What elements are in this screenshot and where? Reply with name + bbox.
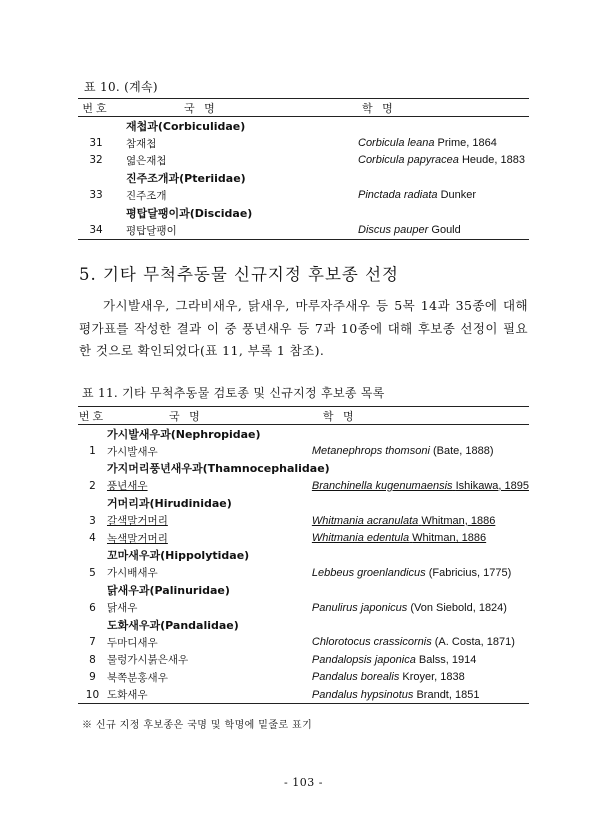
table11 [78, 406, 529, 704]
korean-name [107, 442, 233, 459]
korean-name [114, 221, 282, 239]
scientific-name [233, 668, 529, 685]
korean-name [107, 529, 233, 546]
family-name: 닭새우과(Palinuridae) [106, 584, 230, 598]
table11-header-row [78, 407, 529, 425]
scientific-name [233, 529, 529, 546]
korean-name-text: 닭새우 [106, 602, 138, 615]
korean-name-text: 진주조개 [126, 189, 167, 202]
species-row [78, 187, 529, 204]
scientific-name-text [358, 189, 476, 201]
korean-name [107, 564, 233, 581]
korean-name-text: 갈색말거머리 [106, 515, 168, 528]
table10 [78, 98, 529, 240]
scientific-name-text [358, 224, 461, 236]
genus-species: Metanephrops thomsoni [311, 445, 430, 458]
scientific-name [233, 634, 529, 651]
table10-header-korean: 국 명 [114, 99, 282, 117]
scientific-name-text [358, 154, 525, 166]
species-row [78, 529, 529, 546]
species-row [78, 442, 529, 459]
footnote: ※ 신규 지정 후보종은 국명 및 학명에 밑줄로 표기 [82, 720, 313, 731]
table11-header-num: 번호 [78, 407, 107, 425]
family-row [78, 582, 529, 599]
species-number: 9 [89, 671, 96, 684]
section-paragraph: 가시발새우, 그라비새우, 닭새우, 마루자주새우 등 5목 14과 35종에 대해 평가표를 작성한 결과 이 중 풍년새우 등 7과 10종에 대해 후보종 선정이 필요한 것으로 확인되었다(표 11, 부록 1 참조). [79, 298, 528, 358]
scientific-name [233, 686, 529, 704]
table10-header-row [78, 99, 529, 117]
family-row [78, 616, 529, 633]
korean-name [107, 599, 233, 616]
korean-name-text: 풍년새우 [106, 480, 148, 493]
author-citation: Ishikawa, 1895 [455, 479, 529, 492]
scientific-name [233, 477, 529, 494]
korean-name [114, 152, 282, 169]
species-row [78, 668, 529, 685]
scientific-name-text [312, 532, 486, 544]
author-citation: Whitman, 1886 [421, 514, 496, 527]
genus-species: Discus pauper [358, 224, 429, 237]
species-row [78, 134, 529, 151]
korean-name-text: 엷은재첩 [126, 154, 167, 167]
species-number: 2 [89, 479, 96, 492]
table10-header-scientific: 학 명 [282, 99, 529, 117]
species-number: 5 [89, 566, 96, 579]
species-row [78, 152, 529, 169]
species-number: 4 [89, 532, 96, 545]
species-number: 31 [89, 137, 103, 150]
family-row [78, 117, 529, 135]
author-citation: Brandt, 1851 [416, 688, 480, 701]
species-number: 8 [89, 653, 96, 666]
family-row [78, 495, 529, 512]
species-row [78, 564, 529, 581]
genus-species: Whitmania acranulata [311, 514, 419, 527]
family-name: 가시발새우과(Nephropidae) [106, 427, 261, 441]
family-name: 꼬마새우과(Hippolytidae) [106, 549, 250, 563]
family-row [78, 169, 529, 186]
scientific-name-text [312, 689, 480, 701]
scientific-name-text [312, 636, 515, 648]
species-number: 10 [78, 686, 107, 704]
table11-body [78, 425, 529, 704]
scientific-name [282, 221, 529, 239]
genus-species: Pandalopsis japonica [311, 653, 416, 666]
author-citation: Kroyer, 1838 [402, 671, 465, 684]
author-citation: (A. Costa, 1871) [434, 636, 515, 649]
korean-name [107, 477, 233, 494]
author-citation: (Von Siebold, 1824) [410, 601, 507, 614]
species-number: 3 [89, 514, 96, 527]
table11-header-scientific: 학 명 [233, 407, 529, 425]
genus-species: Chlorotocus crassicornis [311, 636, 432, 649]
scientific-name-text [312, 480, 529, 492]
author-citation: Heude, 1883 [461, 154, 525, 167]
family-row [78, 547, 529, 564]
species-number: 7 [89, 636, 96, 649]
species-number: 32 [89, 154, 103, 167]
korean-name-text: 녹색말거머리 [106, 532, 168, 545]
author-citation: Prime, 1864 [437, 137, 497, 150]
species-row [78, 477, 529, 494]
genus-species: Pandalus borealis [311, 671, 400, 684]
genus-species: Corbicula papyracea [358, 154, 459, 167]
family-row [78, 204, 529, 221]
table11-caption: 표 11. 기타 무척추동물 검토종 및 신규지정 후보종 목록 [82, 386, 385, 400]
genus-species: Corbicula leana [358, 137, 435, 150]
table10-caption: 표 10. (계속) [84, 80, 158, 94]
author-citation: Gould [431, 224, 461, 237]
author-citation: Dunker [440, 189, 477, 202]
korean-name-text: 물렁가시붉은새우 [106, 654, 189, 667]
korean-name-text: 가시배새우 [106, 567, 158, 580]
section-title: 5. 기타 무척추동물 신규지정 후보종 선정 [79, 265, 399, 284]
table10-body [78, 117, 529, 240]
scientific-name [233, 512, 529, 529]
korean-name-text: 두마디새우 [106, 636, 158, 649]
korean-name [107, 668, 233, 685]
family-name: 재첩과(Corbiculidae) [126, 119, 246, 133]
scientific-name-text [312, 445, 494, 457]
species-number: 6 [89, 601, 96, 614]
scientific-name [282, 187, 529, 204]
scientific-name-text [312, 515, 495, 527]
species-number: 33 [89, 189, 103, 202]
genus-species: Lebbeus groenlandicus [311, 566, 426, 579]
author-citation: (Fabricius, 1775) [428, 566, 512, 579]
scientific-name-text [312, 654, 477, 666]
scientific-name [282, 134, 529, 151]
genus-species: Panulirus japonicus [311, 601, 408, 614]
family-name: 거머리과(Hirudinidae) [106, 497, 232, 511]
genus-species: Whitmania edentula [311, 532, 410, 545]
genus-species: Pandalus hypsinotus [311, 688, 414, 701]
korean-name [107, 634, 233, 651]
species-row [78, 651, 529, 668]
scientific-name-text [312, 567, 511, 579]
korean-name-text: 북쪽분홍새우 [106, 671, 168, 684]
scientific-name [233, 651, 529, 668]
korean-name [107, 651, 233, 668]
species-row [78, 686, 529, 704]
species-row [78, 634, 529, 651]
species-number: 1 [89, 445, 96, 458]
korean-name [107, 686, 233, 704]
page-number: - 103 - [284, 776, 323, 789]
family-name: 진주조개과(Pteriidae) [126, 171, 246, 185]
korean-name-text: 참재첩 [126, 137, 157, 150]
korean-name-text: 도화새우 [106, 689, 148, 702]
table11-header-korean: 국 명 [107, 407, 233, 425]
table10-header-num: 번호 [78, 99, 114, 117]
korean-name [107, 512, 233, 529]
species-row [78, 599, 529, 616]
family-row [78, 460, 529, 477]
family-name: 평탑달팽이과(Discidae) [126, 206, 253, 220]
korean-name [114, 187, 282, 204]
korean-name-text: 평탑달팽이 [126, 224, 177, 237]
species-number: 34 [78, 221, 114, 239]
author-citation: Balss, 1914 [418, 653, 477, 666]
author-citation: (Bate, 1888) [432, 445, 494, 458]
scientific-name [282, 152, 529, 169]
genus-species: Pinctada radiata [358, 189, 438, 202]
scientific-name [233, 442, 529, 459]
species-row [78, 512, 529, 529]
scientific-name-text [312, 671, 465, 683]
scientific-name [233, 564, 529, 581]
scientific-name-text [358, 137, 497, 149]
korean-name [114, 134, 282, 151]
family-row [78, 425, 529, 443]
family-name: 가지머리풍년새우과(Thamnocephalidae) [106, 462, 330, 476]
genus-species: Branchinella kugenumaensis [311, 479, 453, 492]
scientific-name [233, 599, 529, 616]
family-name: 도화새우과(Pandalidae) [106, 618, 239, 632]
scientific-name-text [312, 602, 507, 614]
author-citation: Whitman, 1886 [412, 532, 487, 545]
korean-name-text: 가시발새우 [106, 445, 158, 458]
species-row [78, 221, 529, 239]
